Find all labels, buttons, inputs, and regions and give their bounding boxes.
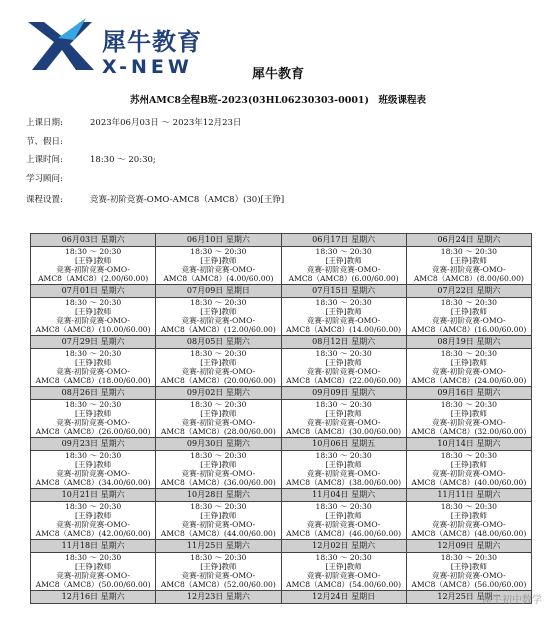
session-date: 12月02日 星期六 bbox=[281, 540, 406, 553]
schedule-date-row bbox=[31, 438, 532, 451]
session-detail bbox=[281, 553, 406, 591]
session-date: 10月21日 星期六 bbox=[31, 489, 156, 502]
info-label: 上课日期: bbox=[26, 118, 63, 128]
info-label: 节、假日: bbox=[26, 137, 63, 147]
session-detail bbox=[406, 553, 531, 591]
session-course: 竞赛-初阶竞赛-OMO- bbox=[181, 367, 256, 376]
session-time: 18:30 ～ 20:30 bbox=[65, 553, 122, 562]
session-course: 竞赛-初阶竞赛-OMO- bbox=[181, 265, 256, 274]
info-value: 2023年06月03日 ～ 2023年12月23日 bbox=[90, 118, 242, 128]
schedule-detail-row bbox=[31, 247, 532, 285]
session-detail bbox=[156, 553, 281, 591]
session-course: 竞赛-初阶竞赛-OMO- bbox=[431, 418, 506, 427]
session-teacher: [王铮]教师 bbox=[200, 511, 237, 520]
session-teacher: [王铮]教师 bbox=[200, 307, 237, 316]
session-teacher: [王铮]教师 bbox=[450, 511, 488, 520]
session-course: 竞赛-初阶竞赛-OMO- bbox=[306, 469, 381, 478]
session-teacher: [王铮]教师 bbox=[74, 358, 112, 367]
session-detail bbox=[156, 451, 281, 489]
session-date: 08月26日 星期六 bbox=[31, 387, 156, 400]
session-progress: AMC8（AMC8）(24.00/60.00) bbox=[411, 376, 527, 385]
session-teacher: [王铮]教师 bbox=[450, 460, 488, 469]
info-holidays bbox=[26, 135, 63, 147]
session-time: 18:30 ～ 20:30 bbox=[65, 400, 122, 409]
session-course: 竞赛-初阶竞赛-OMO- bbox=[56, 265, 130, 274]
session-detail bbox=[281, 451, 406, 489]
session-time: 18:30 ～ 20:30 bbox=[65, 451, 122, 460]
session-time: 18:30 ～ 20:30 bbox=[65, 502, 122, 511]
info-advisor bbox=[26, 172, 63, 184]
session-course: 竞赛-初阶竞赛-OMO- bbox=[56, 520, 130, 529]
session-progress: AMC8（AMC8）(26.00/60.00) bbox=[35, 427, 151, 436]
session-date: 11月18日 星期六 bbox=[31, 540, 156, 553]
schedule-date-row bbox=[31, 336, 532, 349]
session-progress: AMC8（AMC8）(56.00/60.00) bbox=[411, 580, 527, 589]
session-date: 09月23日 星期六 bbox=[31, 438, 156, 451]
info-value: 竞赛-初阶竞赛-OMO-AMC8（AMC8）(30)[王铮] bbox=[90, 195, 285, 205]
session-date: 09月09日 星期六 bbox=[281, 387, 406, 400]
session-time: 18:30 ～ 20:30 bbox=[315, 247, 372, 256]
session-progress: AMC8（AMC8）(42.00/60.00) bbox=[35, 529, 151, 538]
session-teacher: [王铮]教师 bbox=[74, 307, 112, 316]
session-teacher: [王铮]教师 bbox=[325, 511, 362, 520]
session-teacher: [王铮]教师 bbox=[325, 358, 362, 367]
session-detail bbox=[156, 502, 281, 540]
session-date: 12月24日 星期日 bbox=[281, 591, 406, 604]
session-date: 07月15日 星期六 bbox=[281, 285, 406, 298]
session-teacher: [王铮]教师 bbox=[325, 460, 362, 469]
session-progress: AMC8（AMC8）(14.00/60.00) bbox=[286, 325, 402, 334]
session-course: 竞赛-初阶竞赛-OMO- bbox=[56, 469, 130, 478]
session-date: 12月09日 星期六 bbox=[406, 540, 531, 553]
session-time: 18:30 ～ 20:30 bbox=[315, 400, 372, 409]
session-time: 18:30 ～ 20:30 bbox=[190, 349, 247, 358]
logo-chinese-name: 犀牛教育 bbox=[102, 28, 202, 56]
session-detail bbox=[406, 247, 531, 285]
schedule-date-row bbox=[31, 387, 532, 400]
schedule-date-row bbox=[31, 489, 532, 502]
session-detail bbox=[406, 451, 531, 489]
schedule-detail-row bbox=[31, 298, 532, 336]
session-time: 18:30 ～ 20:30 bbox=[315, 553, 372, 562]
session-date: 07月09日 星期日 bbox=[156, 285, 281, 298]
session-time: 18:30 ～ 20:30 bbox=[65, 247, 122, 256]
session-teacher: [王铮]教师 bbox=[450, 307, 488, 316]
session-teacher: [王铮]教师 bbox=[200, 409, 237, 418]
schedule-detail-row bbox=[31, 451, 532, 489]
session-detail bbox=[31, 349, 156, 387]
watermark-text: 犀牛初中数学 bbox=[482, 595, 542, 606]
session-time: 18:30 ～ 20:30 bbox=[440, 451, 497, 460]
session-detail bbox=[31, 400, 156, 438]
session-progress: AMC8（AMC8）(52.00/60.00) bbox=[160, 580, 276, 589]
session-course: 竞赛-初阶竞赛-OMO- bbox=[181, 469, 256, 478]
session-detail bbox=[406, 400, 531, 438]
session-progress: AMC8（AMC8）(6.00/60.00) bbox=[288, 274, 399, 283]
session-detail bbox=[156, 349, 281, 387]
session-date: 07月01日 星期六 bbox=[31, 285, 156, 298]
session-time: 18:30 ～ 20:30 bbox=[440, 298, 497, 307]
school-name: 犀牛教育 bbox=[251, 67, 304, 82]
session-progress: AMC8（AMC8）(22.00/60.00) bbox=[286, 376, 402, 385]
schedule-detail-row bbox=[31, 400, 532, 438]
session-date: 08月12日 星期六 bbox=[281, 336, 406, 349]
session-progress: AMC8（AMC8）(18.00/60.00) bbox=[35, 376, 151, 385]
session-teacher: [王铮]教师 bbox=[450, 562, 488, 571]
session-detail bbox=[406, 298, 531, 336]
schedule-date-row bbox=[31, 540, 532, 553]
session-progress: AMC8（AMC8）(10.00/60.00) bbox=[35, 325, 151, 334]
session-detail bbox=[156, 400, 281, 438]
session-time: 18:30 ～ 20:30 bbox=[440, 502, 497, 511]
schedule-date-row bbox=[31, 591, 532, 604]
session-teacher: [王铮]教师 bbox=[450, 256, 488, 265]
session-date: 10月28日 星期六 bbox=[156, 489, 281, 502]
session-time: 18:30 ～ 20:30 bbox=[190, 400, 247, 409]
session-course: 竞赛-初阶竞赛-OMO- bbox=[181, 571, 256, 580]
session-detail bbox=[156, 247, 281, 285]
session-progress: AMC8（AMC8）(38.00/60.00) bbox=[286, 478, 402, 487]
info-course bbox=[26, 193, 285, 205]
schedule-table bbox=[30, 233, 532, 604]
session-detail bbox=[281, 502, 406, 540]
session-date: 09月02日 星期六 bbox=[156, 387, 281, 400]
session-teacher: [王铮]教师 bbox=[200, 562, 237, 571]
session-progress: AMC8（AMC8）(12.00/60.00) bbox=[160, 325, 276, 334]
session-progress: AMC8（AMC8）(2.00/60.00) bbox=[38, 274, 149, 283]
session-detail bbox=[281, 298, 406, 336]
session-course: 竞赛-初阶竞赛-OMO- bbox=[431, 316, 506, 325]
session-course: 竞赛-初阶竞赛-OMO- bbox=[431, 469, 506, 478]
schedule-date-row bbox=[31, 285, 532, 298]
schedule-detail-row bbox=[31, 553, 532, 591]
session-progress: AMC8（AMC8）(46.00/60.00) bbox=[286, 529, 402, 538]
session-course: 竞赛-初阶竞赛-OMO- bbox=[181, 418, 256, 427]
session-course: 竞赛-初阶竞赛-OMO- bbox=[431, 367, 506, 376]
session-teacher: [王铮]教师 bbox=[325, 307, 362, 316]
session-course: 竞赛-初阶竞赛-OMO- bbox=[306, 316, 381, 325]
schedule-detail-row bbox=[31, 502, 532, 540]
session-time: 18:30 ～ 20:30 bbox=[190, 553, 247, 562]
logo-english-name: X-NEW bbox=[102, 56, 193, 78]
session-date: 11月25日 星期六 bbox=[156, 540, 281, 553]
session-time: 18:30 ～ 20:30 bbox=[315, 298, 372, 307]
session-progress: AMC8（AMC8）(44.00/60.00) bbox=[160, 529, 276, 538]
session-date: 06月10日 星期六 bbox=[156, 234, 281, 247]
session-progress: AMC8（AMC8）(8.00/60.00) bbox=[413, 274, 524, 283]
session-date: 07月22日 星期六 bbox=[406, 285, 531, 298]
session-date: 09月16日 星期六 bbox=[406, 387, 531, 400]
session-detail bbox=[31, 247, 156, 285]
session-date: 10月06日 星期五 bbox=[281, 438, 406, 451]
session-teacher: [王铮]教师 bbox=[74, 256, 112, 265]
session-teacher: [王铮]教师 bbox=[200, 256, 237, 265]
session-time: 18:30 ～ 20:30 bbox=[315, 349, 372, 358]
session-detail bbox=[31, 553, 156, 591]
session-course: 竞赛-初阶竞赛-OMO- bbox=[56, 367, 130, 376]
session-teacher: [王铮]教师 bbox=[200, 460, 237, 469]
session-progress: AMC8（AMC8）(28.00/60.00) bbox=[160, 427, 276, 436]
session-time: 18:30 ～ 20:30 bbox=[440, 349, 497, 358]
session-date: 09月30日 星期六 bbox=[156, 438, 281, 451]
session-teacher: [王铮]教师 bbox=[74, 562, 112, 571]
session-course: 竞赛-初阶竞赛-OMO- bbox=[306, 571, 381, 580]
session-date: 08月05日 星期六 bbox=[156, 336, 281, 349]
session-time: 18:30 ～ 20:30 bbox=[440, 400, 497, 409]
session-date: 11月04日 星期六 bbox=[281, 489, 406, 502]
session-teacher: [王铮]教师 bbox=[74, 460, 112, 469]
session-teacher: [王铮]教师 bbox=[325, 256, 362, 265]
session-time: 18:30 ～ 20:30 bbox=[190, 247, 247, 256]
info-label: 上课时间: bbox=[26, 155, 63, 165]
session-date: 10月14日 星期六 bbox=[406, 438, 531, 451]
session-detail bbox=[406, 349, 531, 387]
session-detail bbox=[31, 298, 156, 336]
session-date: 07月29日 星期六 bbox=[31, 336, 156, 349]
info-dates bbox=[26, 116, 242, 128]
session-teacher: [王铮]教师 bbox=[450, 409, 488, 418]
session-course: 竞赛-初阶竞赛-OMO- bbox=[431, 571, 506, 580]
session-progress: AMC8（AMC8）(54.00/60.00) bbox=[286, 580, 402, 589]
session-course: 竞赛-初阶竞赛-OMO- bbox=[306, 265, 381, 274]
session-date: 12月23日 星期六 bbox=[156, 591, 281, 604]
session-course: 竞赛-初阶竞赛-OMO- bbox=[306, 418, 381, 427]
session-detail bbox=[281, 247, 406, 285]
session-progress: AMC8（AMC8）(16.00/60.00) bbox=[411, 325, 527, 334]
session-teacher: [王铮]教师 bbox=[450, 358, 488, 367]
session-detail bbox=[281, 400, 406, 438]
session-course: 竞赛-初阶竞赛-OMO- bbox=[306, 367, 381, 376]
info-label: 学习顾问: bbox=[26, 174, 63, 184]
schedule-date-row bbox=[31, 234, 532, 247]
session-teacher: [王铮]教师 bbox=[74, 511, 112, 520]
session-time: 18:30 ～ 20:30 bbox=[190, 298, 247, 307]
session-date: 08月19日 星期六 bbox=[406, 336, 531, 349]
session-detail bbox=[406, 502, 531, 540]
session-date: 12月25日 星期一 bbox=[406, 591, 531, 604]
session-date: 06月24日 星期六 bbox=[406, 234, 531, 247]
session-time: 18:30 ～ 20:30 bbox=[190, 451, 247, 460]
schedule-title: 苏州AMC8全程B班-2023(03HL06230303-0001) 班级课程表 bbox=[129, 95, 427, 106]
session-course: 竞赛-初阶竞赛-OMO- bbox=[431, 265, 506, 274]
session-course: 竞赛-初阶竞赛-OMO- bbox=[181, 316, 256, 325]
session-progress: AMC8（AMC8）(30.00/60.00) bbox=[286, 427, 402, 436]
session-time: 18:30 ～ 20:30 bbox=[315, 451, 372, 460]
session-progress: AMC8（AMC8）(34.00/60.00) bbox=[35, 478, 151, 487]
session-progress: AMC8（AMC8）(50.00/60.00) bbox=[35, 580, 151, 589]
session-course: 竞赛-初阶竞赛-OMO- bbox=[56, 316, 130, 325]
session-detail bbox=[31, 451, 156, 489]
session-progress: AMC8（AMC8）(48.00/60.00) bbox=[411, 529, 527, 538]
session-progress: AMC8（AMC8）(40.00/60.00) bbox=[411, 478, 527, 487]
session-course: 竞赛-初阶竞赛-OMO- bbox=[306, 520, 381, 529]
session-date: 12月16日 星期六 bbox=[31, 591, 156, 604]
session-detail bbox=[31, 502, 156, 540]
session-teacher: [王铮]教师 bbox=[74, 409, 112, 418]
session-teacher: [王铮]教师 bbox=[200, 358, 237, 367]
info-label: 课程设置: bbox=[26, 195, 63, 205]
session-time: 18:30 ～ 20:30 bbox=[190, 502, 247, 511]
session-time: 18:30 ～ 20:30 bbox=[315, 502, 372, 511]
session-progress: AMC8（AMC8）(32.00/60.00) bbox=[411, 427, 527, 436]
session-detail bbox=[281, 349, 406, 387]
session-time: 18:30 ～ 20:30 bbox=[65, 349, 122, 358]
session-course: 竞赛-初阶竞赛-OMO- bbox=[431, 520, 506, 529]
session-progress: AMC8（AMC8）(20.00/60.00) bbox=[160, 376, 276, 385]
session-progress: AMC8（AMC8）(4.00/60.00) bbox=[163, 274, 274, 283]
session-course: 竞赛-初阶竞赛-OMO- bbox=[181, 520, 256, 529]
session-time: 18:30 ～ 20:30 bbox=[65, 298, 122, 307]
session-progress: AMC8（AMC8）(36.00/60.00) bbox=[160, 478, 276, 487]
session-time: 18:30 ～ 20:30 bbox=[440, 247, 497, 256]
session-date: 11月11日 星期六 bbox=[406, 489, 531, 502]
info-time bbox=[26, 153, 156, 165]
session-detail bbox=[156, 298, 281, 336]
session-time: 18:30 ～ 20:30 bbox=[440, 553, 497, 562]
session-course: 竞赛-初阶竞赛-OMO- bbox=[56, 571, 130, 580]
info-value: 18:30 ～ 20:30; bbox=[90, 155, 156, 165]
session-teacher: [王铮]教师 bbox=[325, 409, 362, 418]
session-course: 竞赛-初阶竞赛-OMO- bbox=[56, 418, 130, 427]
session-date: 06月03日 星期六 bbox=[31, 234, 156, 247]
session-date: 06月17日 星期六 bbox=[281, 234, 406, 247]
session-teacher: [王铮]教师 bbox=[325, 562, 362, 571]
schedule-detail-row bbox=[31, 349, 532, 387]
